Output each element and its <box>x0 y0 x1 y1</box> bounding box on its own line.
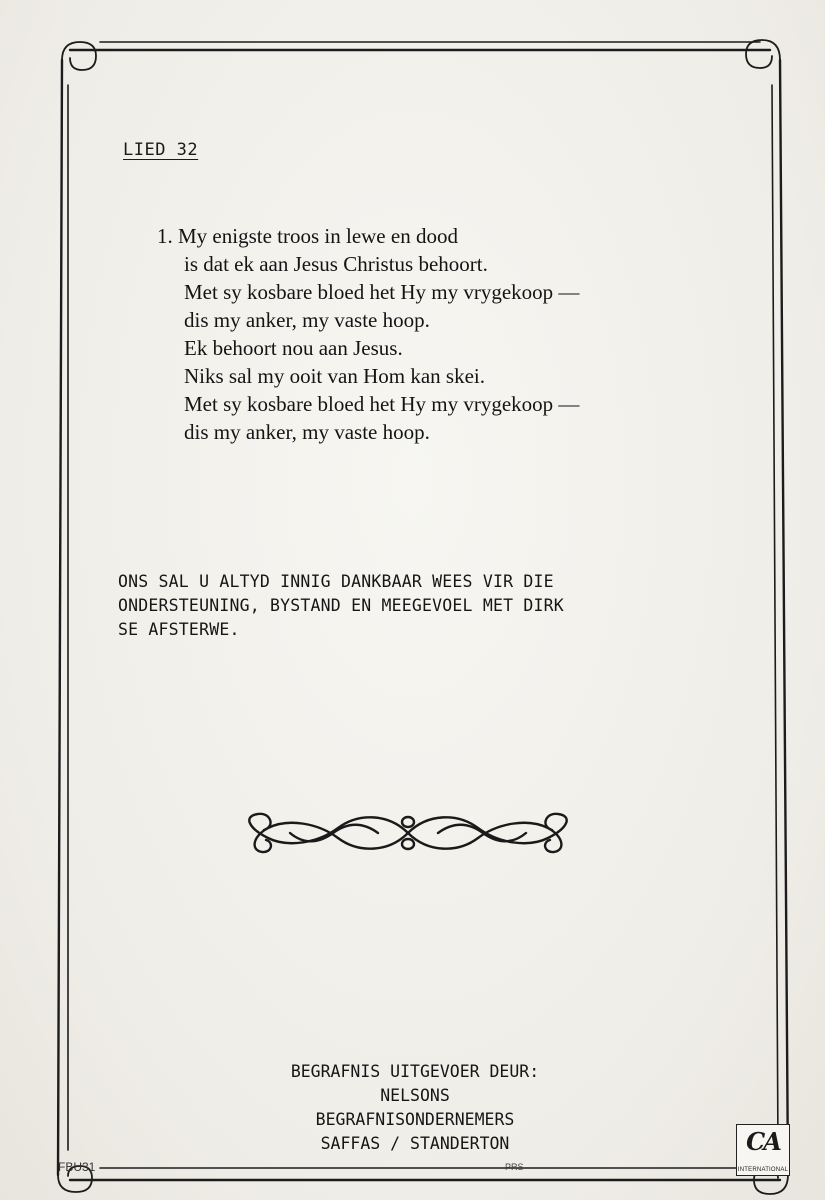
thank-you-message <box>118 570 564 642</box>
thanks-line: ONDERSTEUNING, BYSTAND EN MEEGEVOEL MET DIRK <box>118 596 564 615</box>
verse-line: Met sy kosbare bloed het Hy my vrygekoop — <box>184 280 580 304</box>
verse-line: Niks sal my ooit van Hom kan skei. <box>184 364 485 388</box>
verse-line: dis my anker, my vaste hoop. <box>184 308 430 332</box>
thanks-line: ONS SAL U ALTYD INNIG DANKBAAR WEES VIR DIE <box>118 572 554 591</box>
funeral-line: BEGRAFNISONDERNEMERS <box>315 1110 515 1129</box>
funeral-director-info <box>230 1060 600 1156</box>
printer-code: PRS <box>505 1162 524 1172</box>
funeral-line: NELSONS <box>380 1086 450 1105</box>
verse-line: Ek behoort nou aan Jesus. <box>184 336 403 360</box>
funeral-line: BEGRAFNIS UITGEVOER DEUR: <box>290 1062 540 1081</box>
logo-mark: CA <box>746 1127 780 1156</box>
print-code: FBU31 <box>58 1160 96 1174</box>
logo-text: INTERNATIONAL <box>737 1167 789 1173</box>
funeral-line: SAFFAS / STANDERTON <box>320 1134 510 1153</box>
hymn-verse <box>157 222 579 446</box>
ca-international-logo <box>736 1124 790 1176</box>
verse-line: Met sy kosbare bloed het Hy my vrygekoop — <box>184 392 580 416</box>
verse-line: 1. My enigste troos in lewe en dood <box>157 224 458 248</box>
verse-line: dis my anker, my vaste hoop. <box>184 420 430 444</box>
hymn-title: LIED 32 <box>123 140 199 160</box>
verse-line: is dat ek aan Jesus Christus behoort. <box>184 252 488 276</box>
scroll-ornament-icon <box>228 808 588 858</box>
thanks-line: SE AFSTERWE. <box>118 620 240 639</box>
